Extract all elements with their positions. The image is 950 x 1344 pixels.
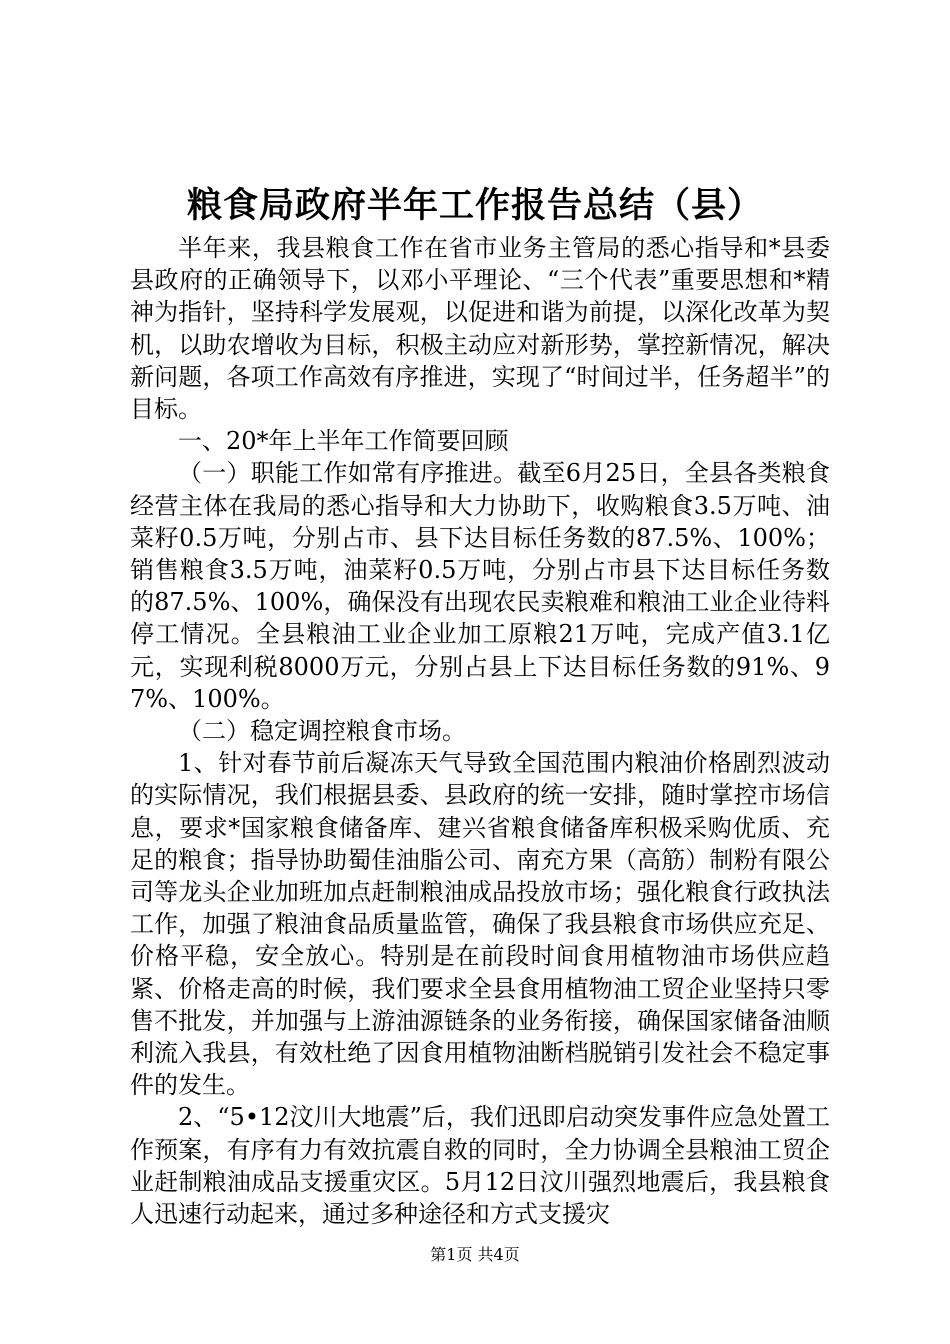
paragraph-intro: 半年来，我县粮食工作在省市业务主管局的悉心指导和*县委县政府的正确领导下，以邓小平理论、“三个代表”重要思想和*精神为指针，坚持科学发展观，以促进和谐为前提，以深化改革为契机，以助农增收为目标，积极主动应对新形势，掌控新情况，解决新问题，各项工作高效有序推进，实现了“时间过半，任务超半”的目标。 [130, 234, 830, 424]
page-number-footer: 第1页 共4页 [430, 1245, 520, 1264]
subheading-market-control: （二）稳定调控粮食市场。 [178, 717, 466, 746]
document-title: 粮食局政府半年工作报告总结（县） [186, 185, 763, 226]
document-body [130, 232, 830, 1230]
section-heading-review: 一、20*年上半年工作简要回顾 [178, 427, 509, 456]
paragraph-functional-work: （一）职能工作如常有序推进。截至6月25日，全县各类粮食经营主体在我局的悉心指导和大力协助下，收购粮食3.5万吨、油菜籽0.5万吨，分别占市、县下达目标任务数的87.5%、100%；销售粮食3.5万吨，油菜籽0.5万吨，分别占市县下达目标任务数的87.5%、100%，确保没有出现农民卖粮难和粮油工业企业待料停工情况。全县粮油工业企业加工原粮21万吨，完成产值3.1亿元，实现利税8000万元，分别占县上下达目标任务数的91%、97%、100%。 [130, 459, 830, 713]
paragraph-market-item-1: 1、针对春节前后凝冻天气导致全国范围内粮油价格剧烈波动的实际情况，我们根据县委、县政府的统一安排，随时掌控市场信息，要求*国家粮食储备库、建兴省粮食储备库积极采购优质、充足的粮食；指导协助蜀佳油脂公司、南充方果（高筋）制粉有限公司等龙头企业加班加点赶制粮油成品投放市场；强化粮食行政执法工作，加强了粮油食品质量监管，确保了我县粮食市场供应充足、价格平稳，安全放心。特别是在前段时间食用植物油市场供应趋紧、价格走高的时候，我们要求全县食用植物油工贸企业坚持只零售不批发，并加强与上游油源链条的业务衔接，确保国家储备油顺利流入我县，有效杜绝了因食用植物油断档脱销引发社会不稳定事件的发生。 [130, 749, 830, 1100]
paragraph-market-item-2: 2、“5•12汶川大地震”后，我们迅即启动突发事件应急处置工作预案，有序有力有效抗震自救的同时，全力协调全县粮油工贸企业赶制粮油成品支援重灾区。5月12日汶川强烈地震后，我县粮食人迅速行动起来，通过多种途径和方式支援灾 [130, 1103, 830, 1229]
